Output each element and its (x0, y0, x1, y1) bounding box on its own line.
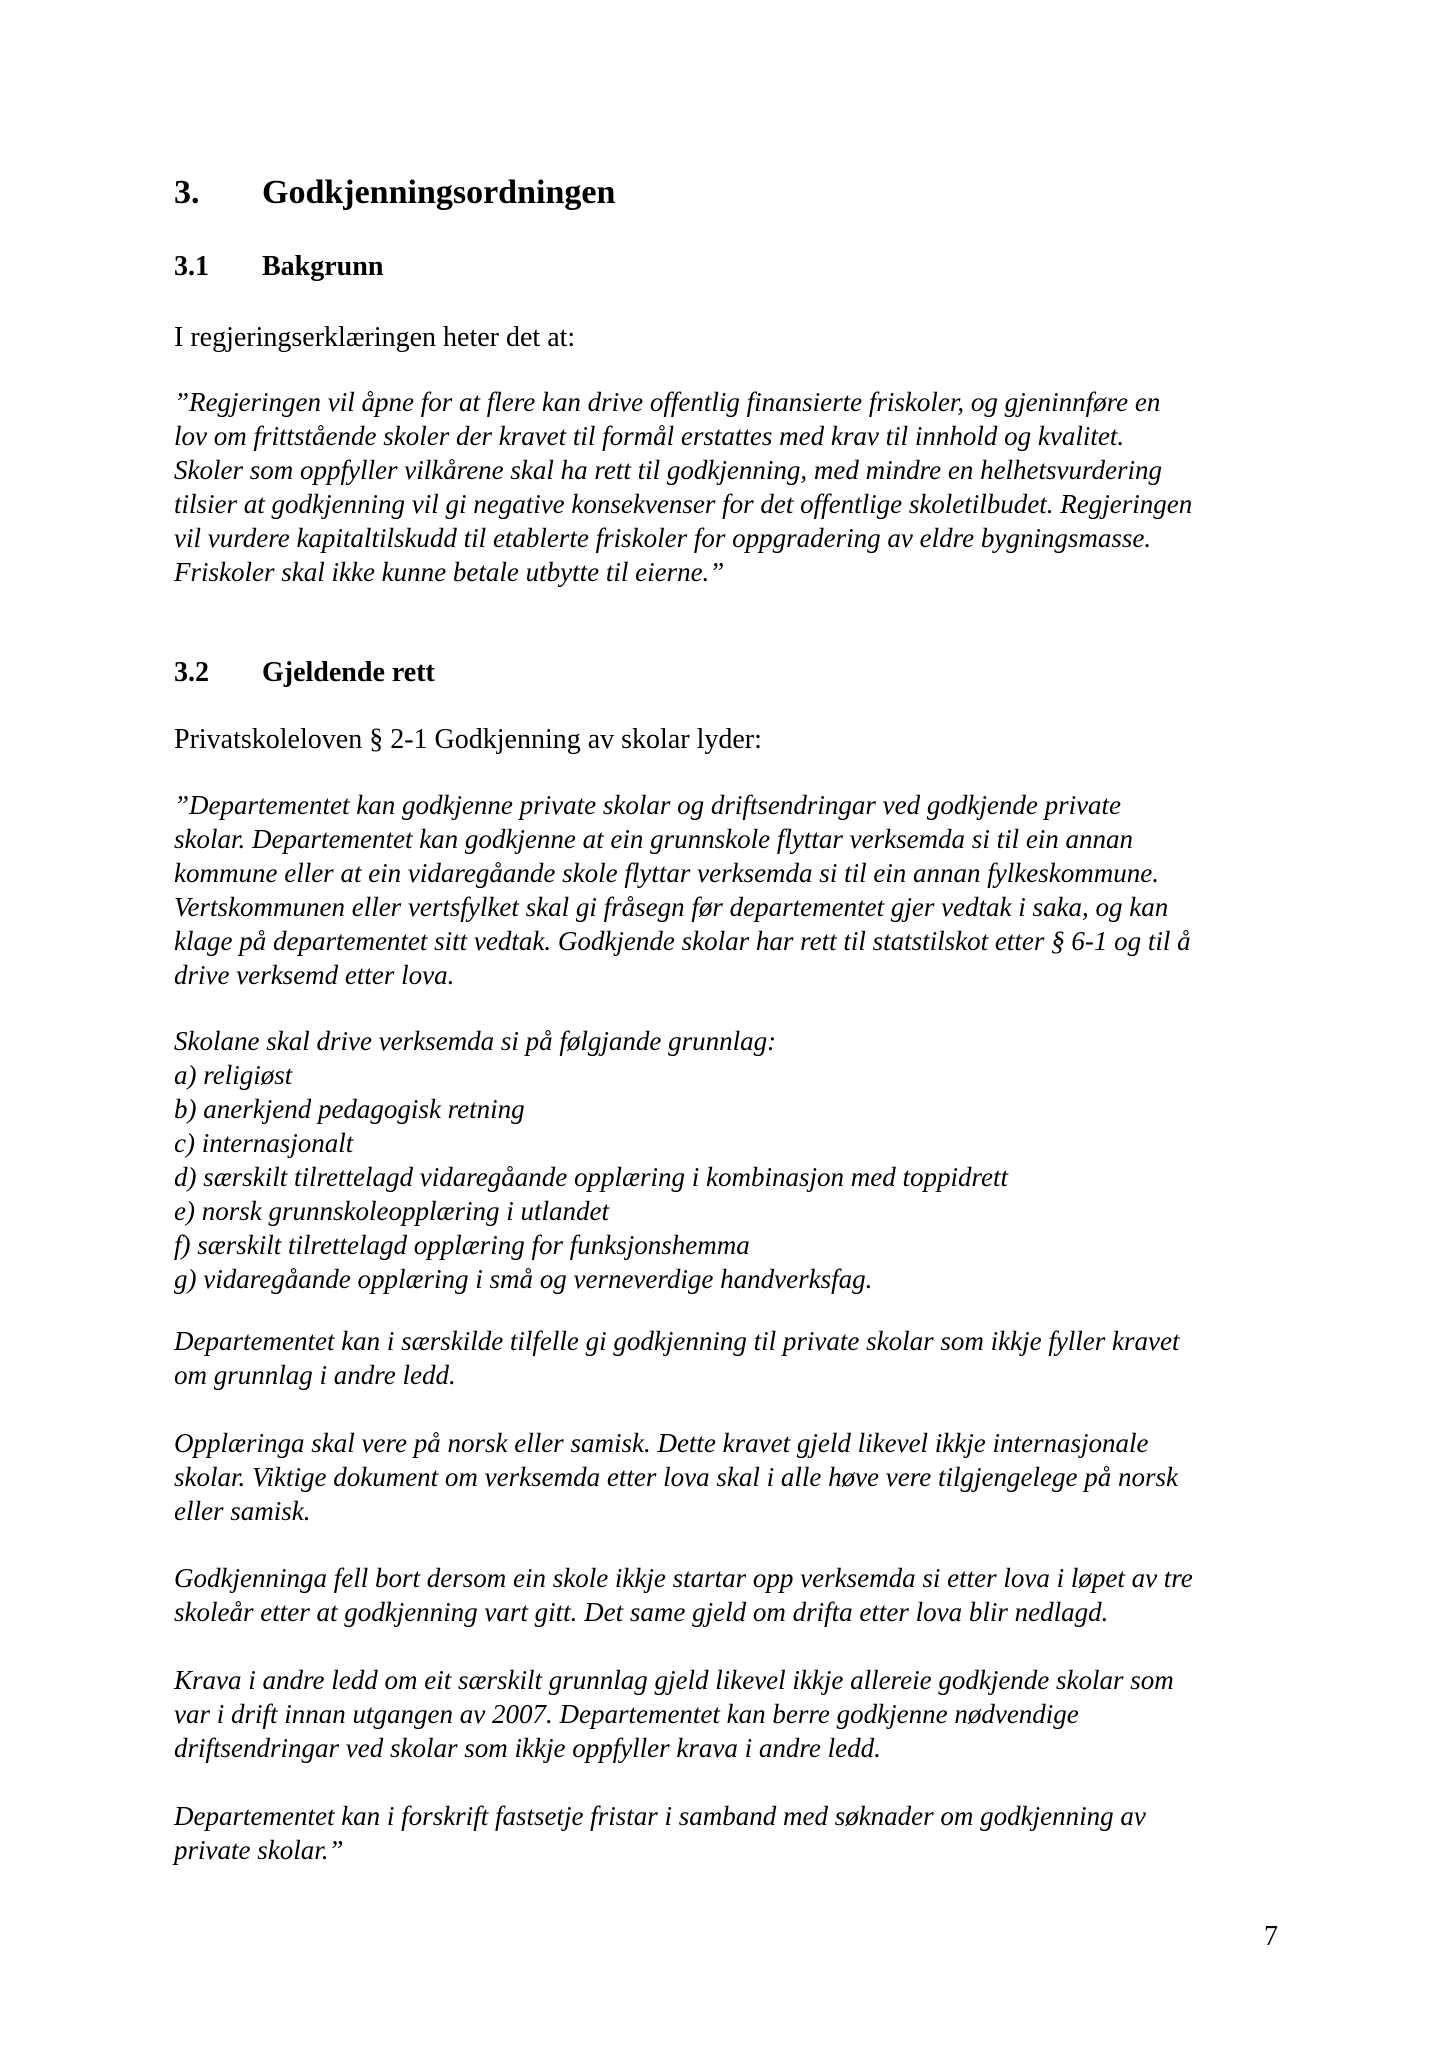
subsection-heading-3-1 (174, 250, 383, 284)
law-paragraph-3 (174, 1324, 1180, 1392)
law-line: Departementet kan i forskrift fastsetje fristar i samband med søknader om godkjenning av (174, 1801, 1146, 1831)
list-item: a) religiøst (174, 1060, 293, 1090)
intro-paragraph-3-2: Privatskoleloven § 2-1 Godkjenning av skolar lyder: (174, 724, 762, 755)
document-page (174, 0, 1294, 2048)
law-paragraph-7 (174, 1799, 1146, 1867)
list-item: d) særskilt tilrettelagd vidaregåande opplæring i kombinasjon med toppidrett (174, 1162, 1008, 1192)
quote-line: Skoler som oppfyller vilkårene skal ha rett til godkjenning, med mindre en helhetsvurdering (174, 455, 1163, 485)
law-line: driftsendringar ved skolar som ikkje oppfyller krava i andre ledd. (174, 1733, 881, 1763)
subsection-title: Gjeldende rett (262, 657, 435, 688)
section-number: 3. (174, 174, 200, 211)
list-item: c) internasjonalt (174, 1128, 354, 1158)
section-heading (174, 173, 615, 213)
law-line: Departementet kan i særskilde tilfelle gi godkjenning til private skolar som ikkje fyller kravet (174, 1326, 1180, 1356)
law-line: var i drift innan utgangen av 2007. Departementet kan berre godkjenne nødvendige (174, 1699, 1079, 1729)
list-item: e) norsk grunnskoleopplæring i utlandet (174, 1196, 609, 1226)
law-line: ”Departementet kan godkjenne private skolar og driftsendringar ved godkjende private (174, 790, 1122, 820)
subsection-heading-3-2 (174, 656, 435, 690)
law-paragraph-1 (174, 788, 1191, 992)
law-paragraph-6 (174, 1663, 1174, 1765)
page-number: 7 (1264, 1921, 1278, 1952)
law-paragraph-5 (174, 1561, 1193, 1629)
law-line: Opplæringa skal vere på norsk eller samisk. Dette kravet gjeld likevel ikkje internasjonale (174, 1428, 1149, 1458)
list-item: b) anerkjend pedagogisk retning (174, 1094, 525, 1124)
section-title: Godkjenningsordningen (262, 174, 616, 211)
subsection-title: Bakgrunn (262, 251, 384, 282)
law-line: Vertskommunen eller vertsfylket skal gi fråsegn før departementet gjer vedtak i saka, og kan (174, 892, 1169, 922)
law-line: private skolar.” (174, 1835, 344, 1865)
law-line: Krava i andre ledd om eit særskilt grunnlag gjeld likevel ikkje allereie godkjende skolar som (174, 1665, 1174, 1695)
law-paragraph-2-list (174, 1024, 1008, 1296)
list-item: g) vidaregåande opplæring i små og verneverdige handverksfag. (174, 1264, 873, 1294)
quote-line: vil vurdere kapitaltilskudd til etablerte friskoler for oppgradering av eldre bygningsmasse. (174, 523, 1152, 553)
law-line: skolar. Departementet kan godkjenne at ein grunnskole flyttar verksemda si til ein annan (174, 824, 1134, 854)
quote-line: Friskoler skal ikke kunne betale utbytte til eierne.” (174, 557, 725, 587)
law-line: Skolane skal drive verksemda si på følgjande grunnlag: (174, 1026, 777, 1056)
quote-regjeringserklaering (174, 385, 1192, 589)
intro-paragraph-3-1: I regjeringserklæringen heter det at: (174, 322, 576, 353)
law-line: kommune eller at ein vidaregåande skole flyttar verksemda si til ein annan fylkeskommune. (174, 858, 1159, 888)
quote-line: lov om frittstående skoler der kravet til formål erstattes med krav til innhold og kvalitet. (174, 421, 1125, 451)
law-line: klage på departementet sitt vedtak. Godkjende skolar har rett til statstilskot etter § 6-1 og til å (174, 926, 1191, 956)
law-line: Godkjenninga fell bort dersom ein skole ikkje startar opp verksemda si etter lova i løpet av tre (174, 1563, 1193, 1593)
subsection-number: 3.1 (174, 251, 209, 282)
subsection-number: 3.2 (174, 657, 209, 688)
list-item: f) særskilt tilrettelagd opplæring for funksjonshemma (174, 1230, 750, 1260)
law-paragraph-4 (174, 1426, 1178, 1528)
quote-line: tilsier at godkjenning vil gi negative konsekvenser for det offentlige skoletilbudet. Regjeringen (174, 489, 1193, 519)
law-line: drive verksemd etter lova. (174, 960, 455, 990)
law-line: skoleår etter at godkjenning vart gitt. Det same gjeld om drifta etter lova blir nedlagd. (174, 1597, 1109, 1627)
quote-line: ”Regjeringen vil åpne for at flere kan drive offentlig finansierte friskoler, og gjeninnføre en (174, 387, 1161, 417)
law-line: skolar. Viktige dokument om verksemda etter lova skal i alle høve vere tilgjengelege på norsk (174, 1462, 1178, 1492)
law-line: om grunnlag i andre ledd. (174, 1360, 456, 1390)
law-line: eller samisk. (174, 1496, 311, 1526)
